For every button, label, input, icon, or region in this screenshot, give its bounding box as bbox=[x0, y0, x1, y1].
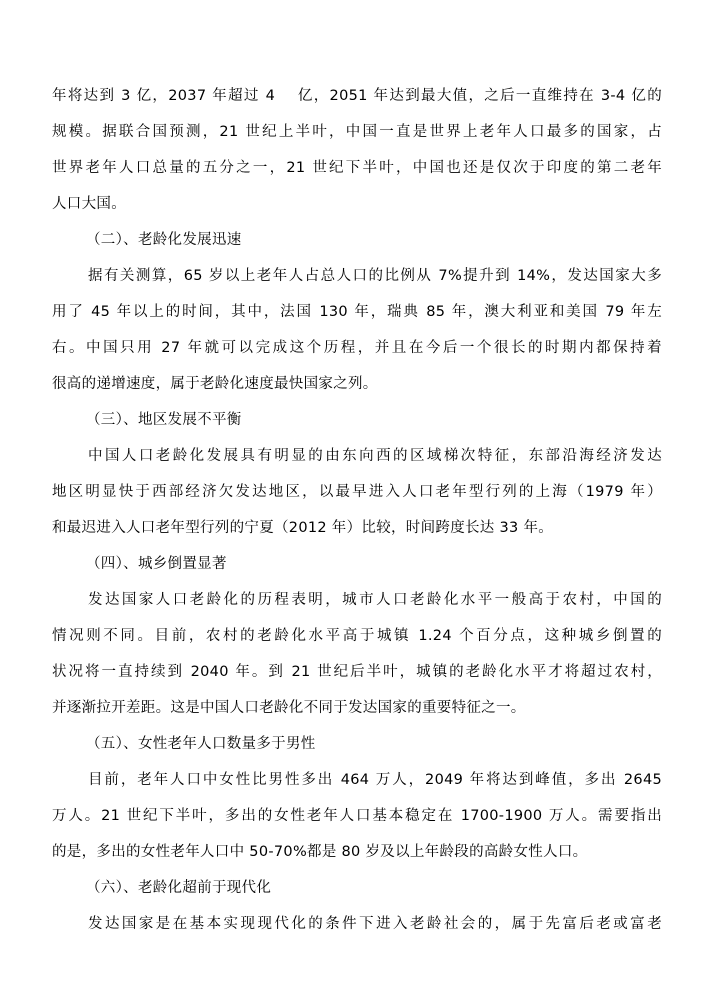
paragraph-line: 中国人口老龄化发展具有明显的由东向西的区域梯次特征，东部沿海经济发达 bbox=[88, 448, 662, 464]
section-heading: （六）、老龄化超前于现代化 bbox=[86, 880, 272, 896]
paragraph-line: 用了 45 年以上的时间，其中，法国 130 年，瑞典 85 年，澳大利亚和美国 79 年左 bbox=[52, 304, 662, 320]
paragraph-line: 据有关测算，65 岁以上老年人占总人口的比例从 7%提升到 14%，发达国家大多 bbox=[88, 268, 662, 284]
paragraph-line: 规模。据联合国预测，21 世纪上半叶，中国一直是世界上老年人口最多的国家，占 bbox=[52, 124, 662, 140]
paragraph-line: 的是，多出的女性老年人口中 50-70%都是 80 岁及以上年龄段的高龄女性人口。 bbox=[52, 844, 588, 860]
paragraph-line: 万人。21 世纪下半叶，多出的女性老年人口基本稳定在 1700-1900 万人。需要指出 bbox=[52, 808, 662, 824]
section-heading: （三）、地区发展不平衡 bbox=[86, 412, 242, 428]
paragraph-line: 状况将一直持续到 2040 年。到 21 世纪后半叶，城镇的老龄化水平才将超过农村， bbox=[52, 664, 662, 680]
paragraph-line: 世界老年人口总量的五分之一，21 世纪下半叶，中国也还是仅次于印度的第二老年 bbox=[52, 160, 662, 176]
paragraph-line: 地区明显快于西部经济欠发达地区，以最早进入人口老年型行列的上海（1979 年） bbox=[52, 484, 662, 500]
paragraph-line: 人口大国。 bbox=[52, 196, 126, 212]
section-heading: （五）、女性老年人口数量多于男性 bbox=[86, 736, 316, 752]
section-heading: （二）、老龄化发展迅速 bbox=[86, 232, 242, 248]
paragraph-line: 和最迟进入人口老年型行列的宁夏（2012 年）比较，时间跨度长达 33 年。 bbox=[52, 520, 554, 536]
paragraph-line: 并逐渐拉开差距。这是中国人口老龄化不同于发达国家的重要特征之一。 bbox=[52, 700, 526, 716]
paragraph-line: 发达国家是在基本实现现代化的条件下进入老龄社会的，属于先富后老或富老 bbox=[88, 916, 662, 932]
paragraph-line: 右。中国只用 27 年就可以完成这个历程，并且在今后一个很长的时期内都保持着 bbox=[52, 340, 662, 356]
paragraph-line: 情况则不同。目前，农村的老龄化水平高于城镇 1.24 个百分点，这种城乡倒置的 bbox=[52, 628, 662, 644]
paragraph-line: 发达国家人口老龄化的历程表明，城市人口老龄化水平一般高于农村，中国的 bbox=[88, 592, 662, 608]
section-heading: （四）、城乡倒置显著 bbox=[86, 556, 227, 572]
paragraph-line: 目前，老年人口中女性比男性多出 464 万人，2049 年将达到峰值，多出 2645 bbox=[88, 772, 662, 788]
paragraph-line: 很高的递增速度，属于老龄化速度最快国家之列。 bbox=[52, 376, 378, 392]
paragraph-line: 年将达到 3 亿，2037 年超过 4 亿，2051 年达到最大值，之后一直维持在 3-4 亿的 bbox=[52, 88, 662, 104]
